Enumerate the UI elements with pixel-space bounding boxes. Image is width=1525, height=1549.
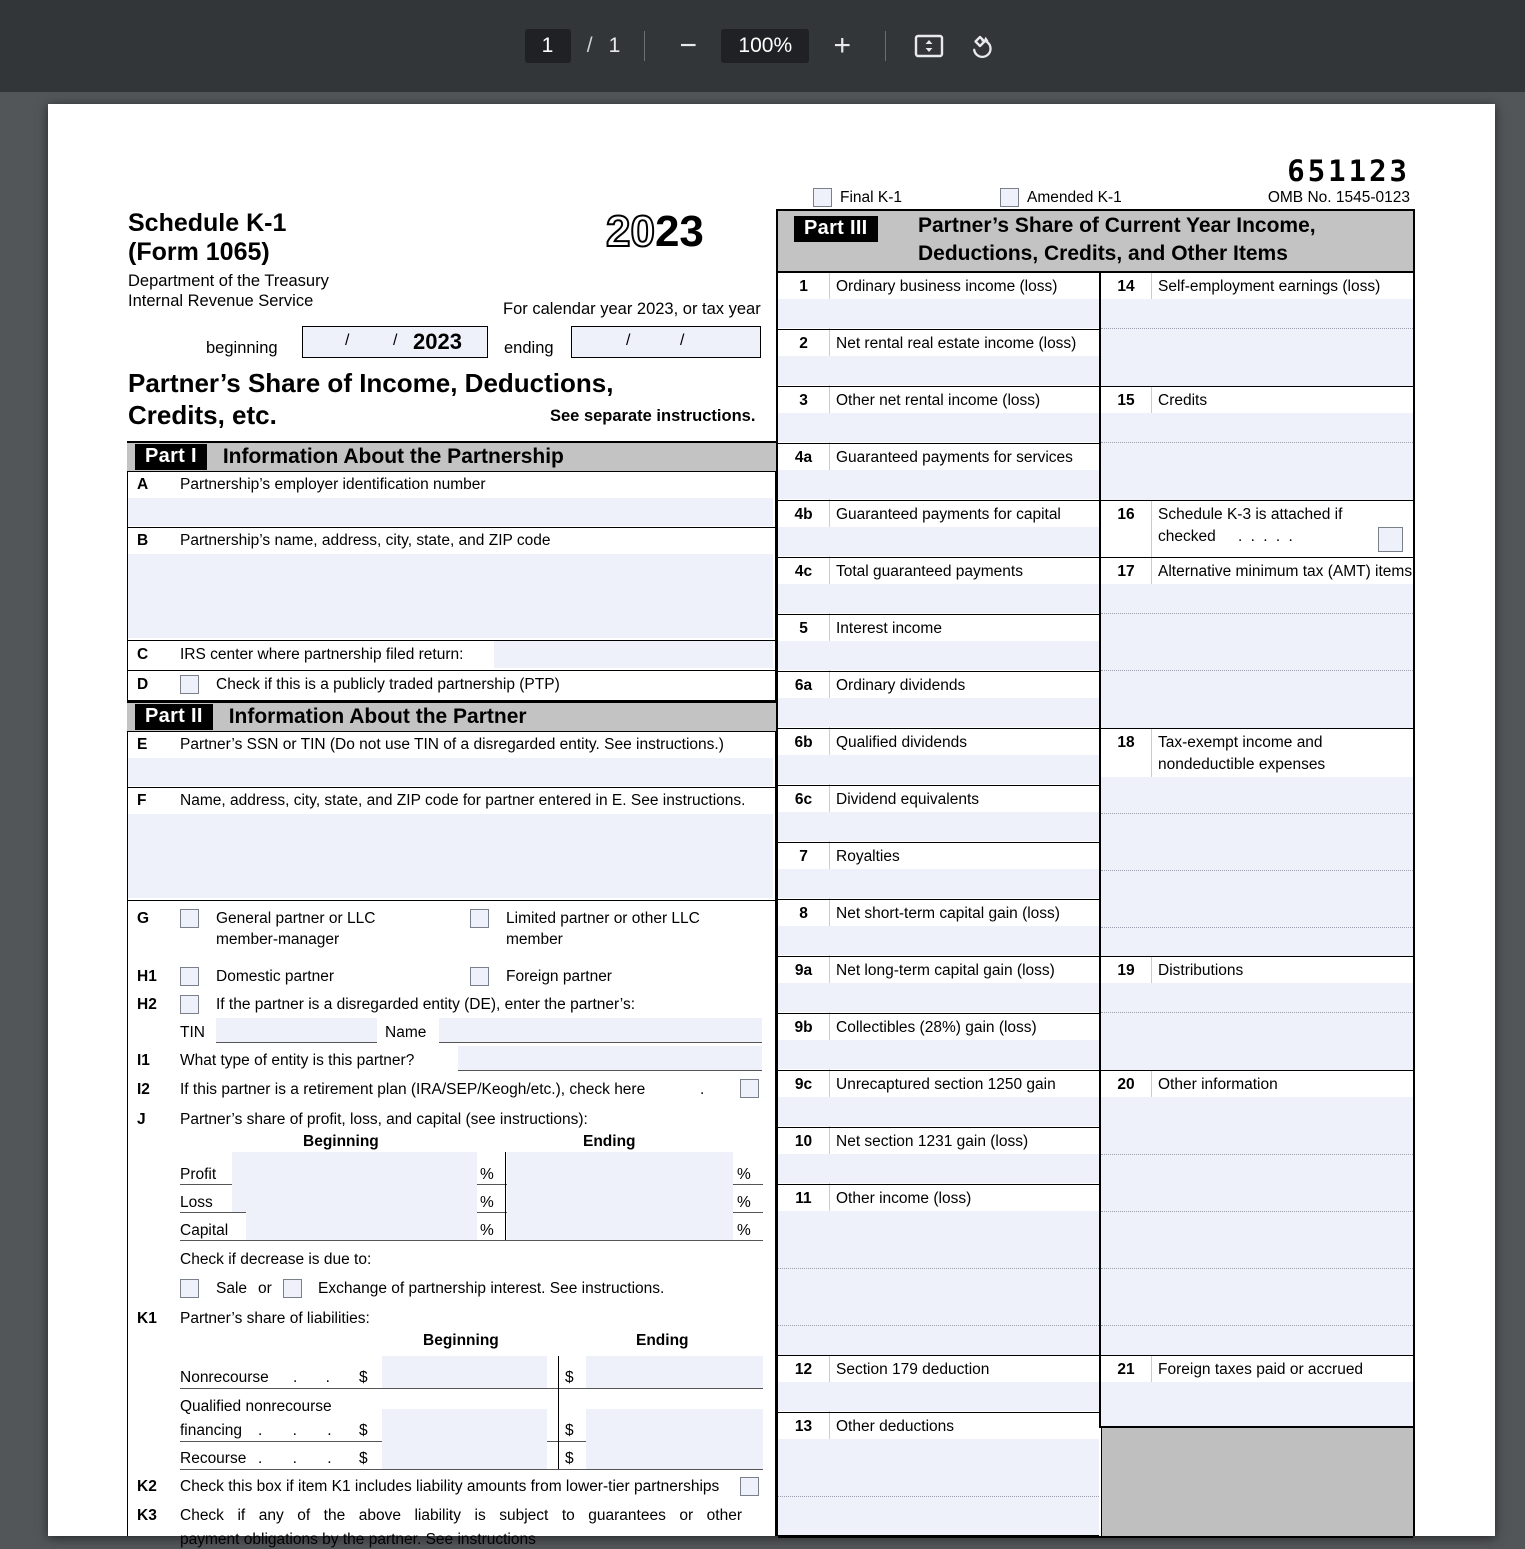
part3-input-14b[interactable] [1101, 328, 1413, 386]
amended-k1-checkbox[interactable] [1000, 188, 1019, 207]
part3-num-13: 13 [794, 1418, 813, 1435]
part3-label-14: Self-employment earnings (loss) [1158, 278, 1381, 295]
part3-cell-6c [778, 786, 1099, 843]
part2-i2-dots: . [700, 1081, 705, 1098]
part3-num-6c: 6c [794, 791, 813, 808]
ending-slash-2: / [680, 332, 685, 349]
part3-input-11a[interactable] [778, 1211, 1099, 1268]
fit-page-icon [914, 33, 944, 59]
page-total: 1 [608, 34, 621, 57]
part2-f-input[interactable] [128, 814, 773, 898]
part3-title-line-2: Deductions, Credits, and Other Items [918, 242, 1288, 265]
part3-label-1: Ordinary business income (loss) [836, 278, 1058, 295]
part3-cell-17 [1101, 558, 1413, 729]
k1-recourse-ending-dollar: $ [565, 1450, 574, 1467]
part3-cell-10 [778, 1128, 1099, 1185]
k1-nonrecourse-label: Nonrecourse [180, 1369, 269, 1386]
ptp-checkbox[interactable] [180, 675, 199, 694]
k1-nonrecourse-dots: . . [293, 1369, 342, 1386]
de-tin-input[interactable] [216, 1018, 377, 1043]
part3-input-20d[interactable] [1101, 1268, 1413, 1326]
k1-nonrecourse-rule [180, 1388, 763, 1389]
part1-b-letter: B [137, 532, 149, 549]
domestic-partner-checkbox[interactable] [180, 967, 199, 986]
page-number-input[interactable]: 1 [525, 29, 571, 63]
k1-qnf-ending-input[interactable] [586, 1409, 763, 1441]
part3-cell-4b [778, 501, 1099, 558]
year-suffix: 23 [654, 207, 704, 256]
part3-input-2[interactable] [778, 356, 1099, 385]
k1-column-divider [558, 1356, 559, 1469]
part2-j-label: Partner’s share of profit, loss, and capital (see instructions): [180, 1111, 588, 1128]
j-capital-beginning-percent: % [480, 1222, 494, 1239]
pdf-page [48, 104, 1495, 1548]
part2-g-letter: G [137, 910, 150, 927]
exchange-label: Exchange of partnership interest. See instructions. [318, 1280, 665, 1297]
de-name-label: Name [385, 1024, 427, 1041]
part3-label-16-line2: checked [1158, 528, 1216, 545]
part3-input-7[interactable] [778, 869, 1099, 898]
part2-i1-label: What type of entity is this partner? [180, 1052, 415, 1069]
part2-row-e [127, 732, 776, 788]
general-partner-label-line2: member-manager [216, 931, 340, 948]
part3-label-4a: Guaranteed payments for services [836, 449, 1073, 466]
part3-label-6c: Dividend equivalents [836, 791, 980, 808]
schedule-k1-form [48, 104, 1495, 1548]
part3-label-17: Alternative minimum tax (AMT) items [1158, 563, 1413, 580]
part3-input-9a[interactable] [778, 983, 1099, 1012]
part3-num-21: 21 [1117, 1361, 1135, 1378]
part1-a-label: Partnership’s employer identification number [180, 476, 486, 493]
part3-label-20: Other information [1158, 1076, 1278, 1093]
j-profit-ending-input[interactable] [507, 1152, 733, 1184]
part3-input-17b[interactable] [1101, 613, 1413, 671]
beginning-slash-2: / [393, 332, 398, 349]
beginning-label: beginning [206, 339, 278, 357]
part3-cell-9c [778, 1071, 1099, 1128]
k1-nonrecourse-beginning-input[interactable] [382, 1356, 547, 1388]
part3-label-15: Credits [1158, 392, 1208, 409]
part2-e-input[interactable] [128, 758, 773, 786]
j-col-ending: Ending [583, 1133, 636, 1150]
part1-c-label: IRS center where partnership filed return: [180, 646, 464, 663]
zoom-in-button[interactable] [823, 27, 861, 65]
part3-label-9c: Unrecaptured section 1250 gain [836, 1076, 1056, 1093]
k1-recourse-beginning-dollar: $ [359, 1450, 368, 1467]
part3-shaded-block [1101, 1428, 1413, 1536]
part3-input-3[interactable] [778, 413, 1099, 442]
part3-label-3: Other net rental income (loss) [836, 392, 1041, 409]
part3-input-12[interactable] [778, 1382, 1099, 1411]
part3-label-6b: Qualified dividends [836, 734, 967, 751]
part2-k1-label: Partner’s share of liabilities: [180, 1310, 370, 1327]
part3-cell-14 [1101, 273, 1413, 387]
part3-num-6b: 6b [794, 734, 813, 751]
part2-k3-line1: Check if any of the above liability is subject to guarantees or other [180, 1507, 742, 1524]
k1-col-beginning: Beginning [423, 1332, 499, 1349]
part2-j-letter: J [137, 1111, 146, 1128]
part3-label-7: Royalties [836, 848, 900, 865]
main-title-line-2: Credits, etc. [128, 400, 277, 430]
general-partner-label-line1: General partner or LLC [216, 910, 376, 927]
omb-number: OMB No. 1545-0123 [1267, 189, 1410, 206]
part2-tag: Part II [135, 704, 213, 730]
j-column-divider [505, 1152, 506, 1240]
part3-input-1[interactable] [778, 299, 1099, 328]
foreign-partner-label: Foreign partner [506, 968, 612, 985]
sale-checkbox[interactable] [180, 1279, 199, 1298]
part3-label-4c: Total guaranteed payments [836, 563, 1023, 580]
part2-i2-label: If this partner is a retirement plan (IRA/SEP/Keogh/etc.), check here [180, 1081, 646, 1098]
part1-d-label: Check if this is a publicly traded partnership (PTP) [216, 676, 560, 693]
part3-input-18d[interactable] [1101, 927, 1413, 956]
j-row-capital-label: Capital [180, 1222, 229, 1239]
part3-cell-4a [778, 444, 1099, 501]
toolbar-divider-1 [644, 31, 645, 61]
disregarded-entity-checkbox[interactable] [180, 995, 199, 1014]
zoom-out-button[interactable] [669, 27, 707, 65]
final-k1-checkbox[interactable] [813, 188, 832, 207]
j-profit-beginning-input[interactable] [232, 1152, 477, 1184]
part3-input-14a[interactable] [1101, 299, 1413, 328]
part3-input-6c[interactable] [778, 812, 1099, 841]
j-row-loss-label: Loss [180, 1194, 213, 1211]
toolbar-divider-2 [885, 31, 886, 61]
part3-cell-5 [778, 615, 1099, 672]
part3-input-4a[interactable] [778, 470, 1099, 499]
part3-label-2: Net rental real estate income (loss) [836, 335, 1077, 352]
part3-num-9c: 9c [794, 1076, 813, 1093]
part3-label-18: Tax-exempt income and [1158, 734, 1323, 751]
general-partner-checkbox[interactable] [180, 909, 199, 928]
part3-input-6b[interactable] [778, 755, 1099, 784]
part1-c-input[interactable] [494, 641, 773, 668]
part3-num-4a: 4a [794, 449, 813, 466]
part3-label-5: Interest income [836, 620, 942, 637]
part3-num-17: 17 [1117, 563, 1135, 580]
part3-cell-9b [778, 1014, 1099, 1071]
part1-banner [127, 441, 776, 472]
part3-input-13a[interactable] [778, 1439, 1099, 1496]
part3-input-19b[interactable] [1101, 1012, 1413, 1070]
part3-input-10[interactable] [778, 1154, 1099, 1183]
part2-e-letter: E [137, 736, 148, 753]
part3-label-8: Net short-term capital gain (loss) [836, 905, 1060, 922]
part3-num-8: 8 [799, 905, 808, 922]
amended-k1-label: Amended K-1 [1027, 189, 1122, 206]
k1-col-ending: Ending [636, 1332, 689, 1349]
limited-partner-checkbox[interactable] [470, 909, 489, 928]
j-row-profit-label: Profit [180, 1166, 217, 1183]
part2-i1-letter: I1 [137, 1052, 150, 1069]
part3-input-17a[interactable] [1101, 584, 1413, 613]
part3-input-8[interactable] [778, 926, 1099, 955]
part3-input-18b[interactable] [1101, 813, 1413, 871]
part2-e-label: Partner’s SSN or TIN (Do not use TIN of a disregarded entity. See instructions.) [180, 736, 724, 753]
k1-nonrecourse-beginning-dollar: $ [359, 1369, 368, 1386]
part3-label-18-line2: nondeductible expenses [1158, 756, 1326, 773]
k1-nonrecourse-ending-dollar: $ [565, 1369, 574, 1386]
or-label: or [258, 1280, 272, 1297]
part3-label-6a: Ordinary dividends [836, 677, 966, 694]
part3-label-12: Section 179 deduction [836, 1361, 990, 1378]
part2-k2-letter: K2 [137, 1478, 157, 1495]
k1-qnf-label-line1: Qualified nonrecourse [180, 1398, 332, 1415]
ending-label: ending [504, 339, 554, 357]
dept-line-2: Internal Revenue Service [128, 292, 314, 310]
part1-a-letter: A [137, 476, 149, 493]
part3-label-4b: Guaranteed payments for capital [836, 506, 1061, 523]
part3-label-10: Net section 1231 gain (loss) [836, 1133, 1029, 1150]
part3-input-18a[interactable] [1101, 777, 1413, 813]
part2-k1-letter: K1 [137, 1310, 157, 1327]
calendar-year-text: For calendar year 2023, or tax year [503, 300, 761, 318]
part1-row-a [127, 472, 776, 528]
part3-cell-11 [778, 1185, 1099, 1356]
part2-f-letter: F [137, 792, 147, 809]
part3-input-20c[interactable] [1101, 1211, 1413, 1269]
part3-input-5[interactable] [778, 641, 1099, 670]
k1-qnf-beginning-dollar: $ [359, 1422, 368, 1439]
part3-cell-19 [1101, 957, 1413, 1071]
part1-c-letter: C [137, 646, 149, 663]
part3-num-6a: 6a [794, 677, 813, 694]
k1-recourse-ending-input[interactable] [586, 1441, 763, 1469]
part3-cell-13 [778, 1413, 1099, 1536]
part3-num-16: 16 [1117, 506, 1135, 523]
zoom-level-display[interactable]: 100% [721, 29, 809, 63]
part3-num-1: 1 [799, 278, 808, 295]
exchange-checkbox[interactable] [283, 1279, 302, 1298]
part3-input-15b[interactable] [1101, 442, 1413, 500]
part2-h2-label: If the partner is a disregarded entity (DE), enter the partner’s: [216, 996, 635, 1013]
part2-lower-body [127, 901, 776, 1548]
part1-row-b [127, 528, 776, 641]
de-name-input[interactable] [439, 1018, 762, 1043]
part3-num-9b: 9b [794, 1019, 813, 1036]
j-loss-beginning-input[interactable] [232, 1184, 477, 1212]
part2-i2-letter: I2 [137, 1081, 150, 1098]
part3-num-5: 5 [799, 620, 808, 637]
part1-title: Information About the Partnership [222, 445, 564, 468]
j-loss-beginning-percent: % [480, 1194, 494, 1211]
part3-num-9a: 9a [794, 962, 813, 979]
part3-input-21[interactable] [1101, 1382, 1413, 1426]
part3-cell-4c [778, 558, 1099, 615]
part3-input-20e[interactable] [1101, 1325, 1413, 1355]
j-profit-beginning-percent: % [480, 1166, 494, 1183]
part2-banner [127, 701, 776, 732]
k1-recourse-dots: . . . [258, 1450, 345, 1467]
part2-k3-line2: payment obligations by the partner. See instructions [180, 1531, 536, 1548]
main-title-line-1: Partner’s Share of Income, Deductions, [128, 368, 614, 398]
part2-title: Information About the Partner [228, 705, 527, 728]
part3-num-14: 14 [1117, 278, 1135, 295]
j-capital-beginning-input[interactable] [246, 1212, 477, 1240]
part3-input-17c[interactable] [1101, 670, 1413, 728]
part2-h2-letter: H2 [137, 996, 157, 1013]
part3-input-20b[interactable] [1101, 1154, 1413, 1212]
rotate-counterclockwise-icon [966, 31, 996, 61]
k1-recourse-beginning-input[interactable] [382, 1441, 547, 1469]
part3-input-9c[interactable] [778, 1097, 1099, 1126]
j-profit-ending-percent: % [737, 1166, 751, 1183]
k2-checkbox[interactable] [740, 1477, 759, 1496]
part3-cell-18 [1101, 729, 1413, 957]
part3-cell-12 [778, 1356, 1099, 1413]
part3-16-dots: . . . . . [1238, 528, 1295, 545]
sale-label: Sale [216, 1280, 248, 1297]
part3-label-11: Other income (loss) [836, 1190, 972, 1207]
part3-label-9b: Collectibles (28%) gain (loss) [836, 1019, 1037, 1036]
part2-f-label: Name, address, city, state, and ZIP code for partner entered in E. See instructions. [180, 792, 746, 809]
part2-h1-letter: H1 [137, 968, 157, 985]
part2-i1-input[interactable] [458, 1046, 762, 1071]
plus-icon: + [833, 29, 852, 62]
schedule-title: Schedule K-1 [128, 209, 287, 237]
part3-num-19: 19 [1117, 962, 1135, 979]
part3-label-9a: Net long-term capital gain (loss) [836, 962, 1055, 979]
k1-qnf-dots: . . . [258, 1422, 345, 1439]
beginning-date-field[interactable] [302, 326, 488, 358]
part3-cell-21 [1101, 1356, 1413, 1428]
part1-b-label: Partnership’s name, address, city, state, and ZIP code [180, 532, 551, 549]
part3-label-16: Schedule K-3 is attached if [1158, 506, 1343, 523]
part3-num-4c: 4c [794, 563, 813, 580]
part3-input-6a[interactable] [778, 698, 1099, 727]
limited-partner-label-line2: member [506, 931, 563, 948]
part3-cell-20 [1101, 1071, 1413, 1356]
k1-qnf-beginning-input[interactable] [382, 1409, 547, 1441]
part3-num-11: 11 [795, 1190, 812, 1207]
part3-input-15a[interactable] [1101, 413, 1413, 442]
minus-icon: − [679, 29, 698, 62]
j-loss-ending-percent: % [737, 1194, 751, 1211]
limited-partner-label-line1: Limited partner or other LLC [506, 910, 700, 927]
part3-num-4b: 4b [794, 506, 813, 523]
part3-num-10: 10 [794, 1133, 813, 1150]
dept-line-1: Department of the Treasury [128, 272, 329, 290]
catalog-number: 651123 [1287, 154, 1410, 188]
part3-cell-7 [778, 843, 1099, 900]
fit-page-button[interactable] [910, 27, 948, 65]
part2-row-f [127, 788, 776, 901]
see-separate-instructions: See separate instructions. [550, 407, 756, 425]
foreign-partner-checkbox[interactable] [470, 967, 489, 986]
part3-num-15: 15 [1117, 392, 1135, 409]
beginning-slash-1: / [345, 332, 350, 349]
part3-input-19a[interactable] [1101, 983, 1413, 1012]
part3-num-2: 2 [799, 335, 808, 352]
j-capital-ending-percent: % [737, 1222, 751, 1239]
part3-num-3: 3 [799, 392, 808, 409]
part1-d-letter: D [137, 676, 149, 693]
part1-b-input[interactable] [128, 554, 773, 638]
part1-row-d [127, 671, 776, 701]
part3-container [776, 209, 1415, 1536]
part3-num-7: 7 [799, 848, 808, 865]
part3-input-13b[interactable] [778, 1496, 1099, 1535]
part3-banner [778, 209, 1413, 273]
part2-k2-label: Check this box if item K1 includes liability amounts from lower-tier partnerships [180, 1478, 720, 1495]
ending-slash-1: / [626, 332, 631, 349]
j-capital-ending-input[interactable] [507, 1212, 733, 1240]
part3-input-11b[interactable] [778, 1268, 1099, 1326]
j-decrease-label: Check if decrease is due to: [180, 1251, 372, 1268]
part3-cell-8 [778, 900, 1099, 957]
de-tin-label: TIN [180, 1024, 205, 1041]
part3-cell-9a [778, 957, 1099, 1014]
ending-date-field[interactable] [571, 326, 761, 358]
k1-qnf-ending-dollar: $ [565, 1422, 574, 1439]
j-col-beginning: Beginning [303, 1133, 379, 1150]
part3-tag: Part III [794, 216, 878, 242]
k1-qnf-label-line2: financing [180, 1422, 243, 1439]
retirement-plan-checkbox[interactable] [740, 1079, 759, 1098]
domestic-partner-label: Domestic partner [216, 968, 335, 985]
page-separator: / [586, 34, 593, 57]
part3-num-20: 20 [1117, 1076, 1135, 1093]
part3-label-13: Other deductions [836, 1418, 955, 1435]
part3-cell-3 [778, 387, 1099, 444]
rotate-button[interactable] [962, 27, 1000, 65]
part3-label-21: Foreign taxes paid or accrued [1158, 1361, 1364, 1378]
part3-cell-15 [1101, 387, 1413, 501]
part3-bottom-rule [778, 1536, 1413, 1538]
year-prefix: 20 [606, 207, 655, 256]
schedule-k3-checkbox[interactable] [1378, 527, 1403, 552]
k1-recourse-rule [180, 1469, 763, 1470]
part3-num-18: 18 [1117, 734, 1135, 751]
part3-input-4c[interactable] [778, 584, 1099, 613]
part3-input-18c[interactable] [1101, 870, 1413, 928]
part3-input-11c[interactable] [778, 1325, 1099, 1355]
final-k1-label: Final K-1 [840, 189, 903, 206]
j-loss-ending-input[interactable] [507, 1184, 733, 1212]
part3-num-12: 12 [794, 1361, 813, 1378]
k1-recourse-label: Recourse [180, 1450, 247, 1467]
j-capital-rule [180, 1240, 763, 1241]
part3-cell-1 [778, 273, 1099, 330]
part3-input-9b[interactable] [778, 1040, 1099, 1069]
part3-input-20a[interactable] [1101, 1097, 1413, 1154]
k1-nonrecourse-ending-input[interactable] [586, 1356, 763, 1388]
pdf-viewer-toolbar [0, 0, 1525, 92]
part3-cell-6a [778, 672, 1099, 729]
part3-title-line-1: Partner’s Share of Current Year Income, [918, 214, 1316, 237]
part3-label-19: Distributions [1158, 962, 1244, 979]
part1-a-input[interactable] [128, 498, 773, 526]
part3-cell-16 [1101, 501, 1413, 558]
part3-input-4b[interactable] [778, 527, 1099, 556]
beginning-year: 2023 [413, 329, 462, 354]
part3-cell-2 [778, 330, 1099, 387]
part1-tag: Part I [135, 444, 207, 470]
form-number: (Form 1065) [128, 238, 270, 266]
part1-row-c [127, 641, 776, 671]
part2-k3-letter: K3 [137, 1507, 157, 1524]
part3-cell-6b [778, 729, 1099, 786]
